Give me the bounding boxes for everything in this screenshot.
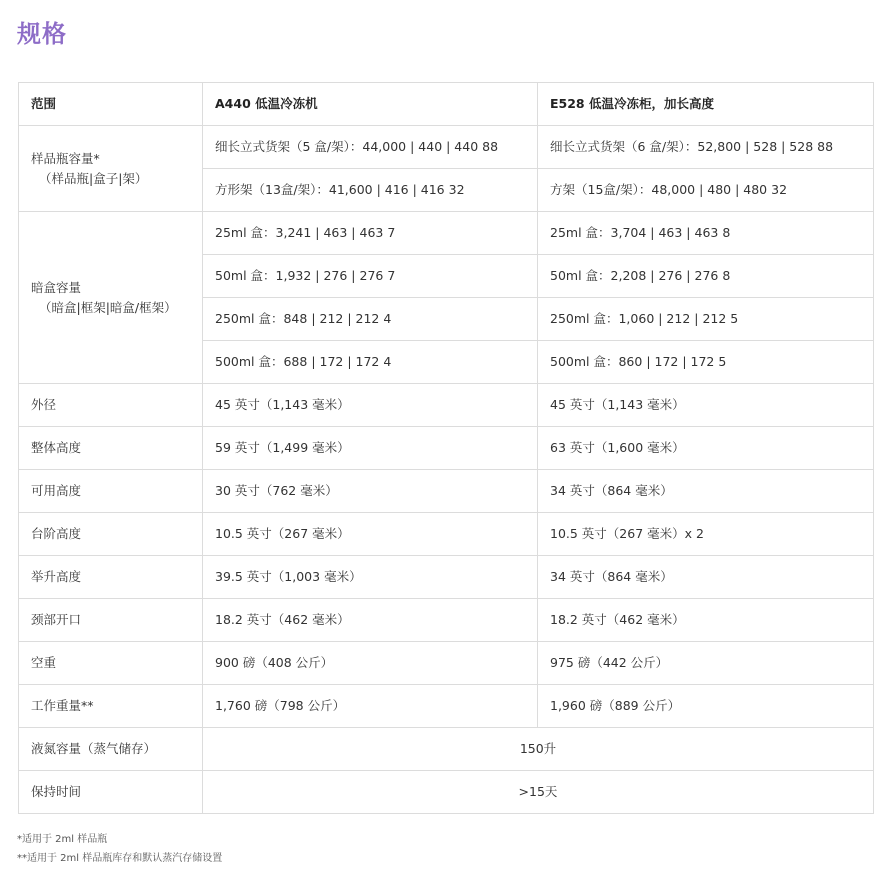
cell-e528: 1,960 磅（889 公斤） — [538, 685, 874, 728]
cell-e528: 25ml 盒：3,704 | 463 | 463 8 — [538, 212, 874, 255]
cell-e528: 50ml 盒：2,208 | 276 | 276 8 — [538, 255, 874, 298]
cell-e528: 45 英寸（1,143 毫米） — [538, 384, 874, 427]
row-label: 举升高度 — [19, 556, 203, 599]
cell-shared: 150升 — [203, 728, 874, 771]
cell-e528: 500ml 盒：860 | 172 | 172 5 — [538, 341, 874, 384]
table-row — [19, 599, 874, 642]
spec-table — [18, 82, 874, 814]
row-label: 工作重量** — [19, 685, 203, 728]
header-range: 范围 — [19, 83, 203, 126]
cell-e528: 10.5 英寸（267 毫米）x 2 — [538, 513, 874, 556]
table-row — [19, 685, 874, 728]
cell-e528: 975 磅（442 公斤） — [538, 642, 874, 685]
cell-a440: 500ml 盒：688 | 172 | 172 4 — [203, 341, 538, 384]
table-row — [19, 642, 874, 685]
cell-a440: 1,760 磅（798 公斤） — [203, 685, 538, 728]
cell-a440: 59 英寸（1,499 毫米） — [203, 427, 538, 470]
vial-capacity-sublabel: （样品瓶|盒子|架） — [39, 170, 148, 186]
row-label-box-capacity — [19, 212, 203, 384]
cell-e528: 34 英寸（864 毫米） — [538, 470, 874, 513]
cell-a440: 细长立式货架（5 盒/架）：44,000 | 440 | 440 88 — [203, 126, 538, 169]
row-label: 台阶高度 — [19, 513, 203, 556]
footnotes — [17, 830, 222, 868]
row-label: 外径 — [19, 384, 203, 427]
row-label: 液氮容量（蒸气储存） — [19, 728, 203, 771]
cell-a440: 25ml 盒：3,241 | 463 | 463 7 — [203, 212, 538, 255]
header-a440: A440 低温冷冻机 — [203, 83, 538, 126]
footnote-weight: **适用于 2ml 样品瓶库存和默认蒸汽存储设置 — [17, 853, 223, 864]
table-row — [19, 728, 874, 771]
row-label: 可用高度 — [19, 470, 203, 513]
cell-a440: 50ml 盒：1,932 | 276 | 276 7 — [203, 255, 538, 298]
row-label: 保持时间 — [19, 771, 203, 814]
cell-e528: 34 英寸（864 毫米） — [538, 556, 874, 599]
table-row — [19, 513, 874, 556]
table-row — [19, 212, 874, 255]
row-label-vial-capacity — [19, 126, 203, 212]
box-capacity-label: 暗盒容量 — [31, 279, 82, 295]
header-e528: E528 低温冷冻柜，加长高度 — [538, 83, 874, 126]
table-row — [19, 771, 874, 814]
table-row — [19, 126, 874, 169]
cell-a440: 900 磅（408 公斤） — [203, 642, 538, 685]
footnote-vial: *适用于 2ml 样品瓶 — [17, 834, 108, 845]
cell-e528: 63 英寸（1,600 毫米） — [538, 427, 874, 470]
table-row — [19, 427, 874, 470]
row-label: 颈部开口 — [19, 599, 203, 642]
box-capacity-sublabel: （暗盒|框架|暗盒/框架） — [39, 299, 177, 315]
cell-shared: >15天 — [203, 771, 874, 814]
cell-a440: 10.5 英寸（267 毫米） — [203, 513, 538, 556]
cell-a440: 方形架（13盒/架）：41,600 | 416 | 416 32 — [203, 169, 538, 212]
table-row — [19, 470, 874, 513]
cell-a440: 45 英寸（1,143 毫米） — [203, 384, 538, 427]
cell-e528: 方架（15盒/架）：48,000 | 480 | 480 32 — [538, 169, 874, 212]
table-row — [19, 556, 874, 599]
vial-capacity-label: 样品瓶容量* — [31, 150, 100, 166]
cell-e528: 细长立式货架（6 盒/架）：52,800 | 528 | 528 88 — [538, 126, 874, 169]
row-label: 空重 — [19, 642, 203, 685]
page-title: 规格 — [17, 20, 67, 48]
cell-a440: 39.5 英寸（1,003 毫米） — [203, 556, 538, 599]
cell-a440: 18.2 英寸（462 毫米） — [203, 599, 538, 642]
cell-e528: 250ml 盒：1,060 | 212 | 212 5 — [538, 298, 874, 341]
cell-a440: 250ml 盒：848 | 212 | 212 4 — [203, 298, 538, 341]
cell-a440: 30 英寸（762 毫米） — [203, 470, 538, 513]
cell-e528: 18.2 英寸（462 毫米） — [538, 599, 874, 642]
table-row — [19, 384, 874, 427]
table-header-row — [19, 83, 874, 126]
row-label: 整体高度 — [19, 427, 203, 470]
